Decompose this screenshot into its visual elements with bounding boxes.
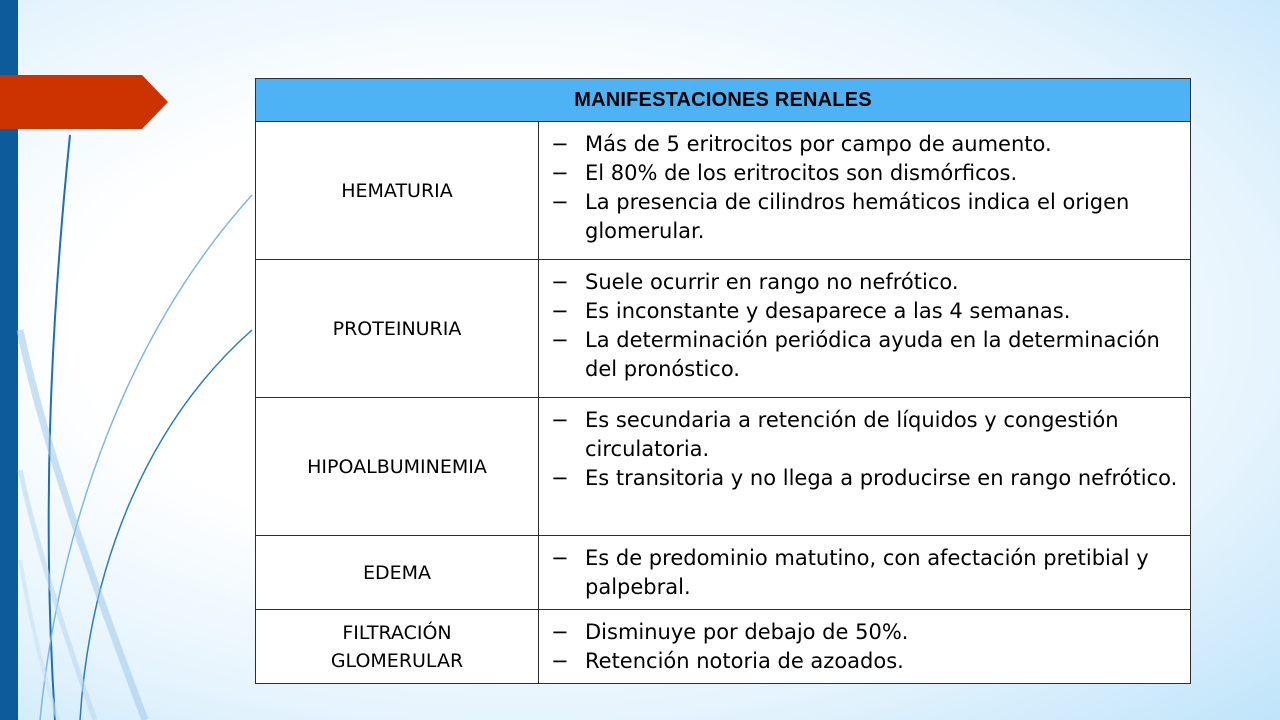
list-item: − Suele ocurrir en rango no nefrótico.	[551, 268, 1178, 297]
row-category: PROTEINURIA	[256, 260, 539, 398]
dash-bullet: −	[551, 132, 569, 156]
dash-bullet: −	[551, 190, 569, 214]
list-item: − El 80% de los eritrocitos son dismórficos.	[551, 159, 1178, 188]
list-item: − La presencia de cilindros hemáticos indica el origen glomerular.	[551, 190, 1130, 243]
row-category: HEMATURIA	[256, 122, 539, 260]
table-row	[256, 398, 1191, 536]
row-items	[539, 536, 1191, 610]
table-row	[256, 610, 1191, 684]
row-items	[539, 260, 1191, 398]
dash-bullet: −	[551, 408, 569, 432]
row-category: HIPOALBUMINEMIA	[256, 398, 539, 536]
list-item: − Es de predominio matutino, con afectación pretibial y palpebral.	[551, 546, 1149, 599]
row-items	[539, 610, 1191, 684]
dash-bullet: −	[551, 546, 569, 570]
category-line: FILTRACIÓN	[342, 621, 452, 644]
category-line: GLOMERULAR	[330, 649, 464, 672]
list-item: − Es inconstante y desaparece a las 4 semanas.	[551, 297, 1178, 326]
renal-manifestations-table	[255, 78, 1191, 684]
row-category: EDEMA	[256, 536, 539, 610]
row-items	[539, 398, 1191, 536]
dash-bullet: −	[551, 466, 569, 490]
list-item: − Es transitoria y no llega a producirse en rango nefrótico.	[551, 464, 1178, 493]
dash-bullet: −	[551, 270, 569, 294]
dash-bullet: −	[551, 299, 569, 323]
dash-bullet: −	[551, 161, 569, 185]
table-row	[256, 260, 1191, 398]
table-row	[256, 122, 1191, 260]
row-category	[256, 610, 539, 684]
list-item: − Es secundaria a retención de líquidos y congestión circulatoria.	[551, 408, 1119, 461]
dash-bullet: −	[551, 328, 569, 352]
table-title: MANIFESTACIONES RENALES	[256, 79, 1191, 122]
table-header-row	[256, 79, 1191, 122]
table-row	[256, 536, 1191, 610]
arrow-tab-shape	[0, 75, 170, 129]
list-item: − Retención notoria de azoados.	[551, 647, 1178, 676]
list-item: − La determinación periódica ayuda en la determinación del pronóstico.	[551, 328, 1160, 381]
list-item: − Más de 5 eritrocitos por campo de aumento.	[551, 130, 1178, 159]
dash-bullet: −	[551, 649, 569, 673]
row-items	[539, 122, 1191, 260]
list-item: − Disminuye por debajo de 50%.	[551, 618, 1178, 647]
dash-bullet: −	[551, 620, 569, 644]
